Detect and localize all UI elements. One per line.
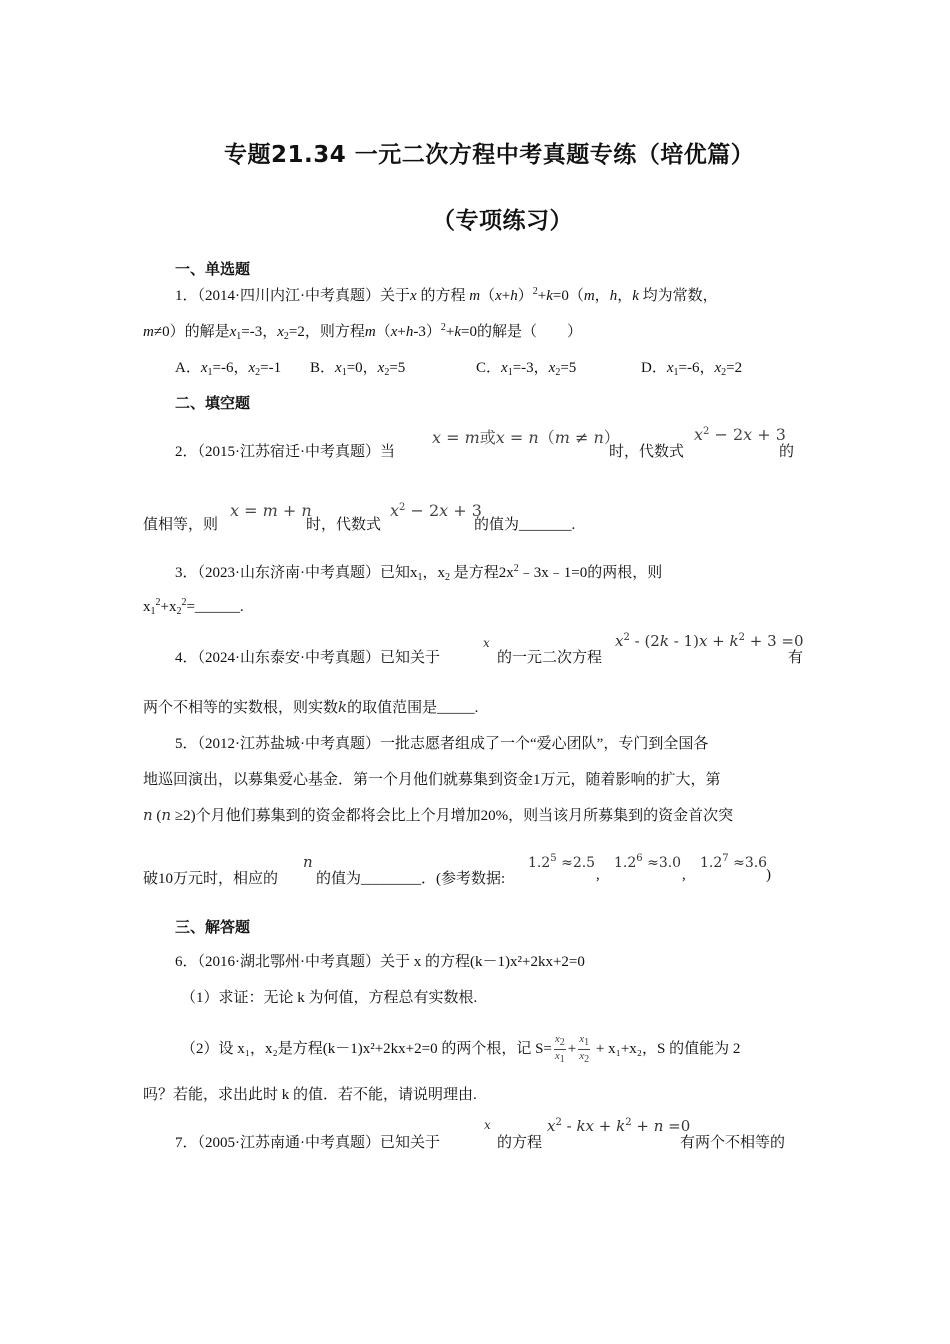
question-7-tail: 有两个不相等的: [680, 1135, 786, 1151]
question-5-line-2: 地巡回演出，以募集爱心基金．第一个月他们就募集到资金1万元，随着影响的扩大，第: [143, 772, 721, 788]
question-3-line-2: $x_1^2+x_2^2=\_\_\_\_\_\_$.: [143, 597, 244, 617]
question-2-line-2a: 值相等，则: [143, 517, 219, 533]
question-7-line-1: 7．（2005·江苏南通·中考真题）已知关于: [175, 1135, 441, 1151]
question-1-line-2: m≠0）的解是$x_1=-3$，$x_2=2$，则方程$m(x+h-3)^2+k=0$的解是（ ）: [143, 322, 582, 342]
closing-paren: ): [766, 867, 771, 883]
reference-value-1: $1.2^5 \approx 2.5$: [528, 853, 596, 871]
question-5-line-3: n (n ≥2)个月他们募集到的资金都将会比上个月增加20%，则当该月所募集到的资金首次突: [143, 806, 734, 824]
math-expression-x2-2x-3-b: $x^2 - 2x + 3$: [390, 501, 482, 520]
section-heading-answer: 三、解答题: [175, 918, 251, 936]
question-1-option-b[interactable]: B．$x_1=0$，$x_2=5$: [310, 360, 406, 378]
question-5-line-1: 5．（2012·江苏盐城·中考真题）一批志愿者组成了一个“爱心团队”，专门到全国各: [175, 736, 709, 752]
question-number: 1．: [175, 288, 198, 304]
math-expression-x2-2x-3: $x^2 - 2x + 3$: [694, 425, 786, 444]
question-source: （2014·四川内江·中考真题）关于: [197, 288, 411, 304]
math-variable-x: x: [483, 636, 490, 650]
question-5-line-4a: 破10万元时，相应的: [143, 871, 279, 887]
reference-value-3: $1.2^7 \approx 3.6$: [700, 853, 768, 871]
comma: ,: [596, 867, 600, 883]
question-4-tail: 有: [788, 650, 804, 666]
question-2-line-2b: 时，代数式: [306, 517, 382, 533]
page-title: 专题21.34 一元二次方程中考真题专练（培优篇）: [224, 142, 755, 168]
math-variable-x: x: [484, 1118, 491, 1132]
question-6-part-2-line-2: 吗？若能，求出此时 k 的值．若不能，请说明理由.: [143, 1087, 477, 1103]
question-2-text: 时，代数式: [609, 444, 685, 460]
section-heading-fill-blank: 二、填空题: [175, 394, 251, 412]
page-subtitle: （专项练习）: [432, 208, 573, 234]
question-7-mid: 的方程: [497, 1135, 543, 1151]
comma: ,: [682, 867, 686, 883]
fraction-x1-over-x2: $\frac{x_1}{x_2}$: [579, 1033, 590, 1065]
question-2-line-2c: 的值为_______.: [474, 517, 576, 533]
question-6-part-1: （1）求证：无论 k 为何值，方程总有实数根.: [181, 990, 478, 1006]
question-5-line-4b: 的值为________．(参考数据:: [316, 871, 506, 887]
question-4-line-2: 两个不相等的实数根，则实数k的取值范围是_____.: [143, 698, 479, 716]
question-2-text-of: 的: [779, 444, 795, 460]
math-expression-x-eq-m-or-n: x = m或x = n（m ≠ n）: [432, 428, 620, 447]
question-1-option-d[interactable]: D．$x_1=-6$，$x_2=2$: [641, 360, 743, 378]
question-6-line-1: 6．（2016·湖北鄂州·中考真题）关于 x 的方程(k－1)x²+2kx+2=0: [175, 954, 585, 970]
math-variable-n: n: [303, 853, 313, 871]
question-4-mid: 的一元二次方程: [497, 650, 603, 666]
question-2-line-1: 2．（2015·江苏宿迁·中考真题）当: [175, 444, 396, 460]
question-6-part-2: （2）设 x₁，x₂是方程(k－1)x²+2kx+2=0 的两个根，记 S= $\frac{x_2}{x_1}$ + $\frac{x_1}{x_2}$ + x₁+x₂，S 的值能为 2: [181, 1033, 741, 1065]
fraction-x2-over-x1: $\frac{x_2}{x_1}$: [554, 1033, 565, 1065]
math-expression-x-eq-m-plus-n: x = m + n: [230, 501, 312, 520]
math-expression-q7-equation: $x^2$ - kx + $k^2 + n =0$: [547, 1117, 691, 1135]
question-3-line-1: 3．（2023·山东济南·中考真题）已知$x_1$，$x_2$ 是方程$2x^2﹣3x﹣1=0$的两根，则: [175, 563, 663, 583]
question-1-option-c[interactable]: C．$x_1=-3$，$x_2=5$: [476, 360, 577, 378]
question-1-option-a[interactable]: A．$x_1=-6$，$x_2=-1$: [175, 360, 282, 378]
section-heading-single-choice: 一、单选题: [175, 260, 251, 278]
question-1-line-1: 1．（2014·四川内江·中考真题）关于x 的方程 $m(x+h)^2+k=0(m$，h，k 均为常数，: [175, 286, 718, 304]
question-4-line-1: 4．（2024·山东泰安·中考真题）已知关于: [175, 650, 441, 666]
math-expression-q4-equation: $x^2 - (2k - 1)x + k^2 + 3 =0$: [615, 632, 804, 650]
reference-value-2: $1.2^6 \approx 3.0$: [614, 853, 682, 871]
